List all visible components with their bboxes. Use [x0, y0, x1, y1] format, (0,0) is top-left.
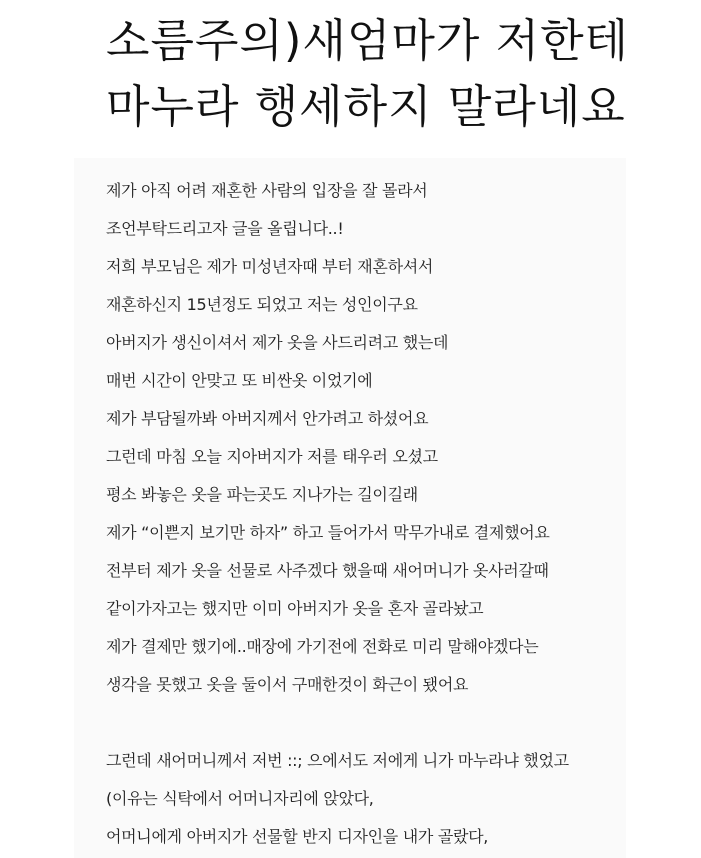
post-title-line-1: 소름주의)새엄마가 저한테: [106, 14, 630, 67]
body-line: 저희 부모님은 제가 미성년자때 부터 재혼하셔서: [106, 257, 434, 276]
body-line: 전부터 제가 옷을 선물로 사주겠다 했을때 새어머니가 옷사러갈때: [106, 561, 549, 580]
body-line: 아버지가 생신이셔서 제가 옷을 사드리려고 했는데: [106, 333, 449, 352]
body-line: 생각을 못했고 옷을 둘이서 구매한것이 화근이 됐어요: [106, 675, 469, 694]
body-line: 제가 부담될까봐 아버지께서 안가려고 하셨어요: [106, 409, 429, 428]
body-line: 재혼하신지 15년정도 되었고 저는 성인이구요: [106, 295, 418, 314]
post-title-line-2: 마누라 행세하지 말라네요: [106, 80, 626, 133]
body-line: 같이가자고는 했지만 이미 아버지가 옷을 혼자 골라놨고: [106, 599, 484, 618]
body-line: 그런데 새어머니께서 저번 ::; 으에서도 저에게 니가 마누라냐 했었고: [106, 751, 569, 770]
body-line: 제가 결제만 했기에..매장에 가기전에 전화로 미리 말해야겠다는: [106, 637, 539, 656]
body-line: 평소 봐놓은 옷을 파는곳도 지나가는 길이길래: [106, 485, 418, 504]
body-line: 어머니에게 아버지가 선물할 반지 디자인을 내가 골랐다,: [106, 827, 489, 846]
post-title: [106, 8, 629, 140]
body-line: (이유는 식탁에서 어머니자리에 앉았다,: [106, 789, 374, 808]
body-line: 그런데 마침 오늘 지아버지가 저를 태우러 오셨고: [106, 447, 438, 466]
body-line: 제가 “이쁜지 보기만 하자” 하고 들어가서 막무가내로 결제했어요: [106, 523, 550, 542]
post-body: [106, 172, 626, 856]
paragraph-gap: [106, 704, 626, 742]
body-line: 매번 시간이 안맞고 또 비싼옷 이었기에: [106, 371, 373, 390]
body-line: 제가 아직 어려 재혼한 사람의 입장을 잘 몰라서: [106, 181, 428, 200]
body-line: 조언부탁드리고자 글을 올립니다..!: [106, 219, 344, 238]
